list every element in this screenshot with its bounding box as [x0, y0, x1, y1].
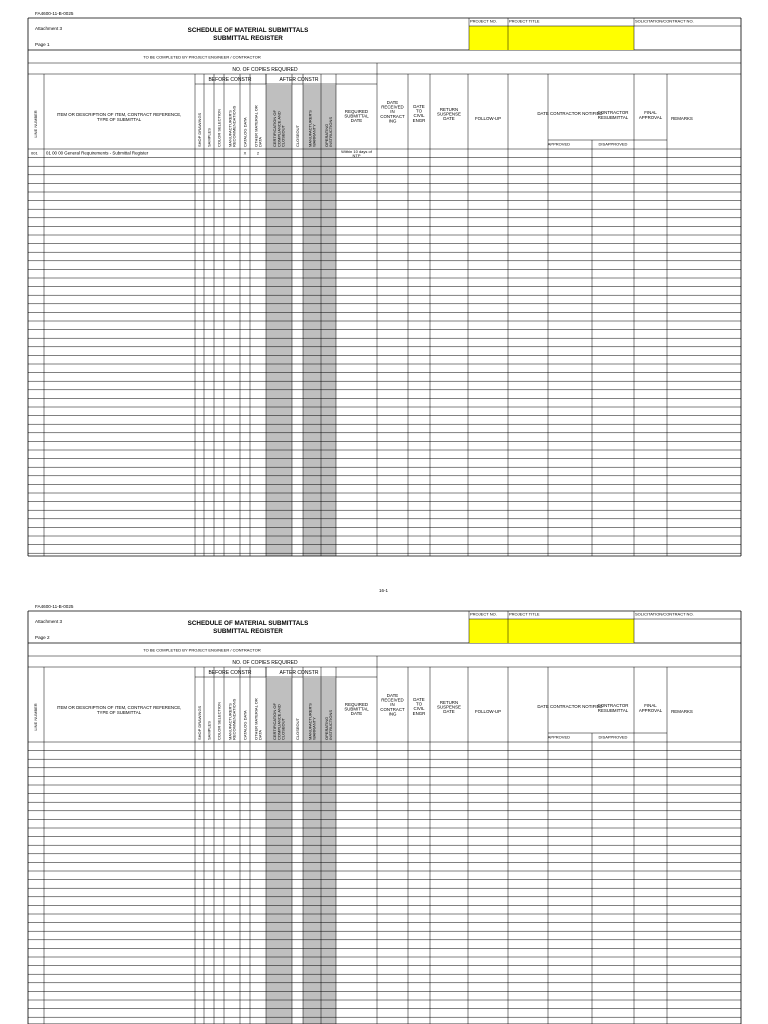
date-received-header: DATE: [386, 100, 399, 105]
date-received-header: IN: [390, 702, 395, 708]
submittal-type-header: DATA: [257, 136, 263, 147]
return-suspense-header: RETURN: [439, 700, 459, 705]
return-suspense-header: DATE: [443, 709, 455, 715]
after-constr-label: AFTER CONSTR: [279, 670, 319, 676]
date-received-header: ING: [388, 711, 397, 717]
project-no-label: PROJECT NO.: [470, 18, 497, 24]
completed-by-label: TO BE COMPLETED BY PROJECT ENGINEER / CONTRACTOR: [143, 54, 261, 60]
date-to-civil-header: DATE: [413, 697, 425, 702]
solicitation-label: SOLICITATION/CONTRACT NO.: [635, 611, 694, 617]
follow-up-header: FOLLOW-UP: [474, 709, 502, 714]
remarks-header: REMARKS: [671, 709, 693, 714]
date-to-civil-header: CIVIL: [413, 113, 425, 119]
document-number: FA4600-11-B-0025: [35, 10, 74, 16]
row-line-number: 001: [31, 150, 38, 156]
form-title: SCHEDULE OF MATERIAL SUBMITTALS: [187, 620, 309, 627]
final-approval-header: APPROVAL: [638, 707, 663, 713]
project-no-field: [469, 26, 508, 50]
final-approval-header: APPROVAL: [638, 114, 663, 120]
submittal-type-header: CERTIFICATION OF: [272, 110, 278, 147]
submittal-type-header: CERTIFICATION OF: [272, 703, 278, 740]
register-page-2: [0, 588, 768, 1024]
remarks-header: REMARKS: [671, 116, 693, 121]
approved-header: APPROVED: [547, 734, 570, 740]
form-subtitle: SUBMITTAL REGISTER: [213, 628, 283, 635]
no-copies-label: NO. OF COPIES REQUIRED: [232, 660, 298, 666]
date-to-civil-header: TO: [415, 108, 423, 114]
contractor-notified-header: DATE CONTRACTOR NOTIFIED: [537, 704, 603, 709]
shaded-column: [321, 84, 336, 556]
project-no-field: [469, 619, 508, 643]
submittal-type-header: COLOR SELECTION: [216, 701, 222, 740]
submittal-type-header: SHOP DRAWINGS: [196, 112, 202, 147]
submittal-type-header: RECOMMENDATIONS: [231, 105, 237, 147]
submittal-type-header: COLOR SELECTION: [216, 108, 222, 147]
submittal-type-header: COMPLIANCE AND: [276, 111, 282, 147]
approved-header: APPROVED: [547, 141, 570, 147]
date-to-civil-header: DATE: [413, 104, 425, 109]
contractor-resubmittal-header: RESUBMITTAL: [597, 707, 629, 713]
completed-by-label: TO BE COMPLETED BY PROJECT ENGINEER / CONTRACTOR: [143, 647, 261, 653]
no-copies-label: NO. OF COPIES REQUIRED: [232, 67, 298, 73]
item-description-header: TYPE OF SUBMITTAL: [96, 117, 142, 122]
attachment-label: Attachment 3: [35, 26, 63, 32]
submittal-type-header: RECOMMENDATIONS: [231, 698, 237, 740]
date-received-header: ING: [388, 118, 397, 124]
project-title-label: PROJECT TITLE: [509, 611, 540, 617]
submittal-type-header: CATALOG DATA: [242, 117, 248, 147]
project-title-field: [508, 619, 634, 643]
disapproved-header: DISAPPROVED: [598, 734, 628, 740]
return-suspense-header: DATE: [443, 116, 455, 122]
return-suspense-header: SUSPENSE: [437, 704, 461, 710]
required-date-header: SUBMITTAL: [344, 113, 369, 119]
return-suspense-header: SUSPENSE: [437, 111, 461, 117]
attachment-label: Attachment 3: [35, 619, 63, 625]
return-suspense-header: RETURN: [439, 107, 459, 112]
line-number-header: LINE NUMBER: [33, 110, 38, 138]
date-received-header: RECEIVED: [381, 697, 404, 703]
submittal-type-header: OTHER MATERIAL OR: [253, 698, 259, 740]
form-subtitle: SUBMITTAL REGISTER: [213, 35, 283, 42]
submittal-type-header: MANUFACTURER'S: [307, 703, 313, 740]
register-form: [0, 593, 768, 1024]
before-constr-label: BEFORE CONSTR: [208, 670, 252, 676]
submittal-type-header: SAMPLES: [206, 721, 212, 740]
shaded-column: [266, 84, 292, 556]
date-to-civil-header: CIVIL: [413, 706, 425, 712]
contractor-resubmittal-header: CONTRACTOR: [597, 110, 629, 115]
follow-up-header: FOLLOW-UP: [474, 116, 502, 121]
contractor-resubmittal-header: RESUBMITTAL: [597, 114, 629, 120]
before-constr-label: BEFORE CONSTR: [208, 77, 252, 83]
submittal-type-header: SAMPLES: [206, 128, 212, 147]
project-no-label: PROJECT NO.: [470, 611, 497, 617]
date-to-civil-header: ENGR: [412, 710, 426, 716]
date-received-header: DATE: [386, 693, 399, 698]
submittal-type-header: OPERATING: [323, 123, 329, 147]
row-required-date: Within 10 days of: [341, 148, 372, 154]
submittal-type-header: MANUFACTURER'S: [227, 110, 233, 147]
submittal-type-header: OTHER MATERIAL OR: [253, 105, 259, 147]
contractor-notified-header: DATE CONTRACTOR NOTIFIED: [537, 111, 603, 116]
submittal-type-header: CLOSEOUT: [294, 124, 300, 147]
page-label: Page 2: [35, 635, 50, 641]
line-number-header: LINE NUMBER: [33, 703, 38, 731]
submittal-type-header: INSTRUCTIONS: [328, 710, 333, 740]
date-received-header: CONTRACT: [380, 706, 405, 712]
solicitation-label: SOLICITATION/CONTRACT NO.: [635, 18, 694, 24]
date-to-civil-header: TO: [415, 701, 423, 707]
page-number: 16-1: [379, 588, 389, 593]
project-title-field: [508, 26, 634, 50]
required-date-header: REQUIRED: [344, 702, 369, 707]
submittal-type-header: CLOSEOUT: [294, 717, 300, 740]
submittal-type-header: INSTRUCTIONS: [328, 117, 333, 147]
form-title: SCHEDULE OF MATERIAL SUBMITTALS: [187, 27, 309, 34]
submittal-type-header: CATALOG DATA: [242, 710, 248, 740]
item-description-header: ITEM OR DESCRIPTION OF ITEM, CONTRACT REFERENCE,: [56, 112, 182, 117]
required-date-header: SUBMITTAL: [344, 706, 369, 712]
required-date-header: REQUIRED: [344, 109, 369, 114]
final-approval-header: FINAL: [644, 703, 657, 708]
submittal-type-header: CLOSEOUT: [280, 124, 286, 147]
date-received-header: RECEIVED: [381, 104, 404, 110]
row-catalog-mark: X: [243, 150, 247, 156]
item-description-header: TYPE OF SUBMITTAL: [96, 710, 142, 715]
date-received-header: IN: [390, 109, 395, 115]
submittal-type-header: SHOP DRAWINGS: [196, 705, 202, 740]
contractor-resubmittal-header: CONTRACTOR: [597, 703, 629, 708]
row-required-date: NTP: [352, 153, 361, 158]
date-to-civil-header: ENGR: [412, 117, 426, 123]
submittal-type-header: OPERATING: [323, 716, 329, 740]
shaded-column: [303, 84, 321, 556]
submittal-type-header: COMPLIANCE AND: [276, 704, 282, 740]
submittal-type-header: CLOSEOUT: [280, 717, 286, 740]
document-number: FA4600-11-B-0025: [35, 603, 74, 609]
disapproved-header: DISAPPROVED: [598, 141, 628, 147]
after-constr-label: AFTER CONSTR: [279, 77, 319, 83]
row-item-description: 01 00 00 General Requirements - Submittal Register: [46, 150, 149, 156]
submittal-type-header: MANUFACTURER'S: [307, 110, 313, 147]
submittal-type-header: DATA: [257, 729, 263, 740]
final-approval-header: FINAL: [644, 110, 657, 115]
page-label: Page 1: [35, 42, 50, 48]
project-title-label: PROJECT TITLE: [509, 18, 540, 24]
submittal-type-header: MANUFACTURER'S: [227, 703, 233, 740]
row-other-copies: 2: [256, 150, 260, 156]
date-received-header: CONTRACT: [380, 113, 405, 119]
submittal-type-header: WARRANTY: [311, 124, 317, 147]
required-date-header: DATE: [350, 711, 363, 717]
submittal-type-header: WARRANTY: [311, 717, 317, 740]
required-date-header: DATE: [350, 118, 363, 124]
item-description-header: ITEM OR DESCRIPTION OF ITEM, CONTRACT REFERENCE,: [56, 705, 182, 710]
